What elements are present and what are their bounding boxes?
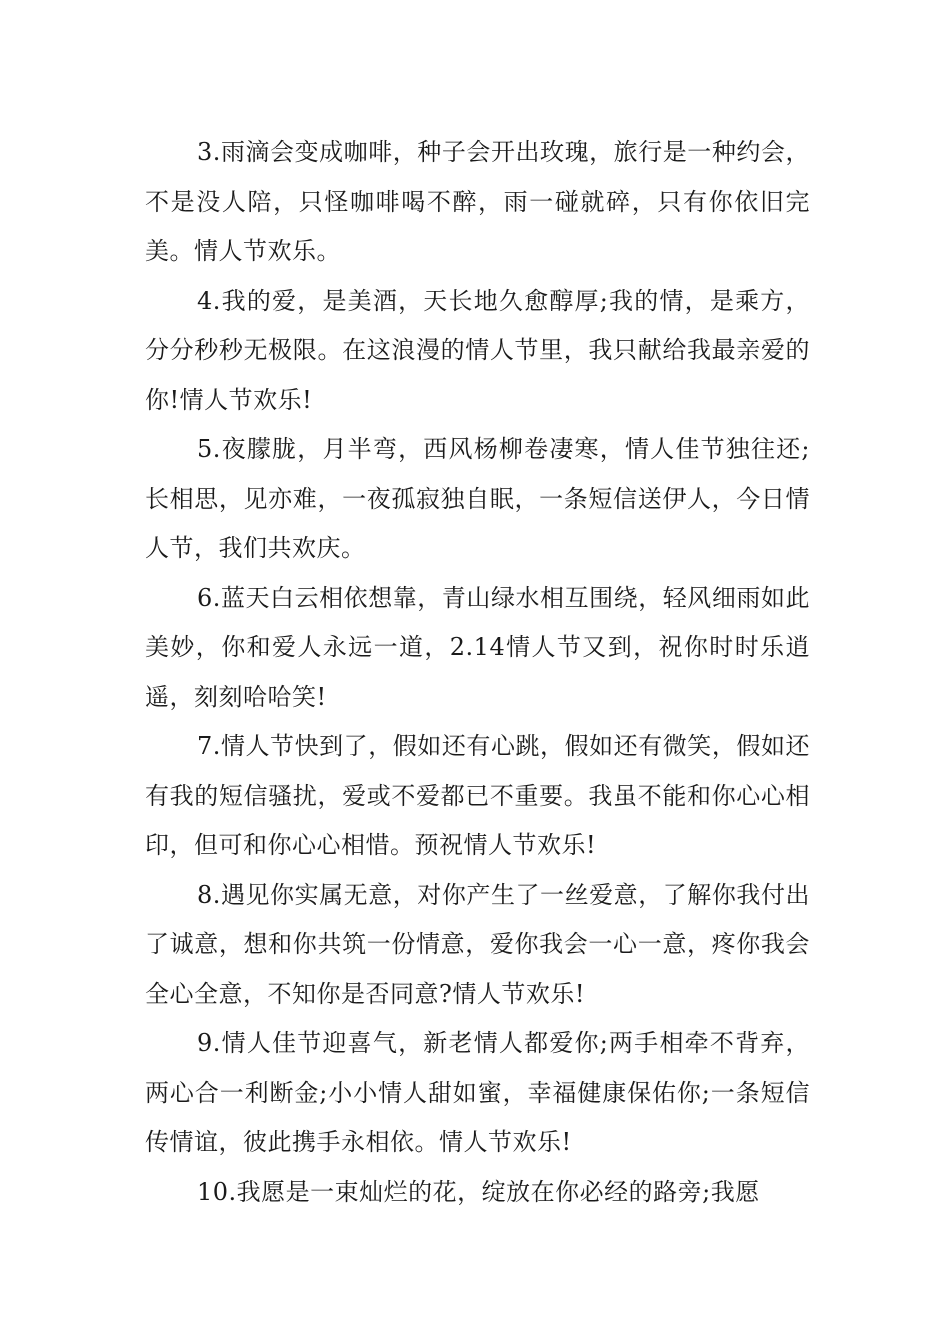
paragraph-4: 4.我的爱，是美酒，天长地久愈醇厚;我的情，是乘方，分分秒秒无极限。在这浪漫的情人节里，我只献给我最亲爱的你!情人节欢乐! xyxy=(145,286,810,414)
paragraph-9: 9.情人佳节迎喜气，新老情人都爱你;两手相牵不背弃，两心合一利断金;小小情人甜如蜜，幸福健康保佑你;一条短信传情谊，彼此携手永相依。情人节欢乐! xyxy=(145,1029,810,1156)
paragraph-5: 5.夜朦胧，月半弯，西风杨柳卷凄寒，情人佳节独往还;长相思，见亦难，一夜孤寂独自眠，一条短信送伊人，今日情人节，我们共欢庆。 xyxy=(145,435,810,562)
paragraph-10: 10.我愿是一束灿烂的花，绽放在你必经的路旁;我愿 xyxy=(197,1177,760,1206)
paragraph-7: 7.情人节快到了，假如还有心跳，假如还有微笑，假如还有我的短信骚扰，爱或不爱都已不重要。我虽不能和你心心相印，但可和你心心相惜。预祝情人节欢乐! xyxy=(145,732,810,859)
paragraph-6: 6.蓝天白云相依想靠，青山绿水相互围绕，轻风细雨如此美妙，你和爱人永远一道，2.14情人节又到，祝你时时乐逍遥，刻刻哈哈笑! xyxy=(145,583,810,711)
paragraph-8: 8.遇见你实属无意，对你产生了一丝爱意，了解你我付出了诚意，想和你共筑一份情意，爱你我会一心一意，疼你我会全心全意，不知你是否同意?情人节欢乐! xyxy=(145,880,810,1008)
document-body xyxy=(145,128,810,1217)
paragraph-3: 3.雨滴会变成咖啡，种子会开出玫瑰，旅行是一种约会，不是没人陪，只怪咖啡喝不醉，雨一碰就碎，只有你依旧完美。情人节欢乐。 xyxy=(145,138,810,265)
